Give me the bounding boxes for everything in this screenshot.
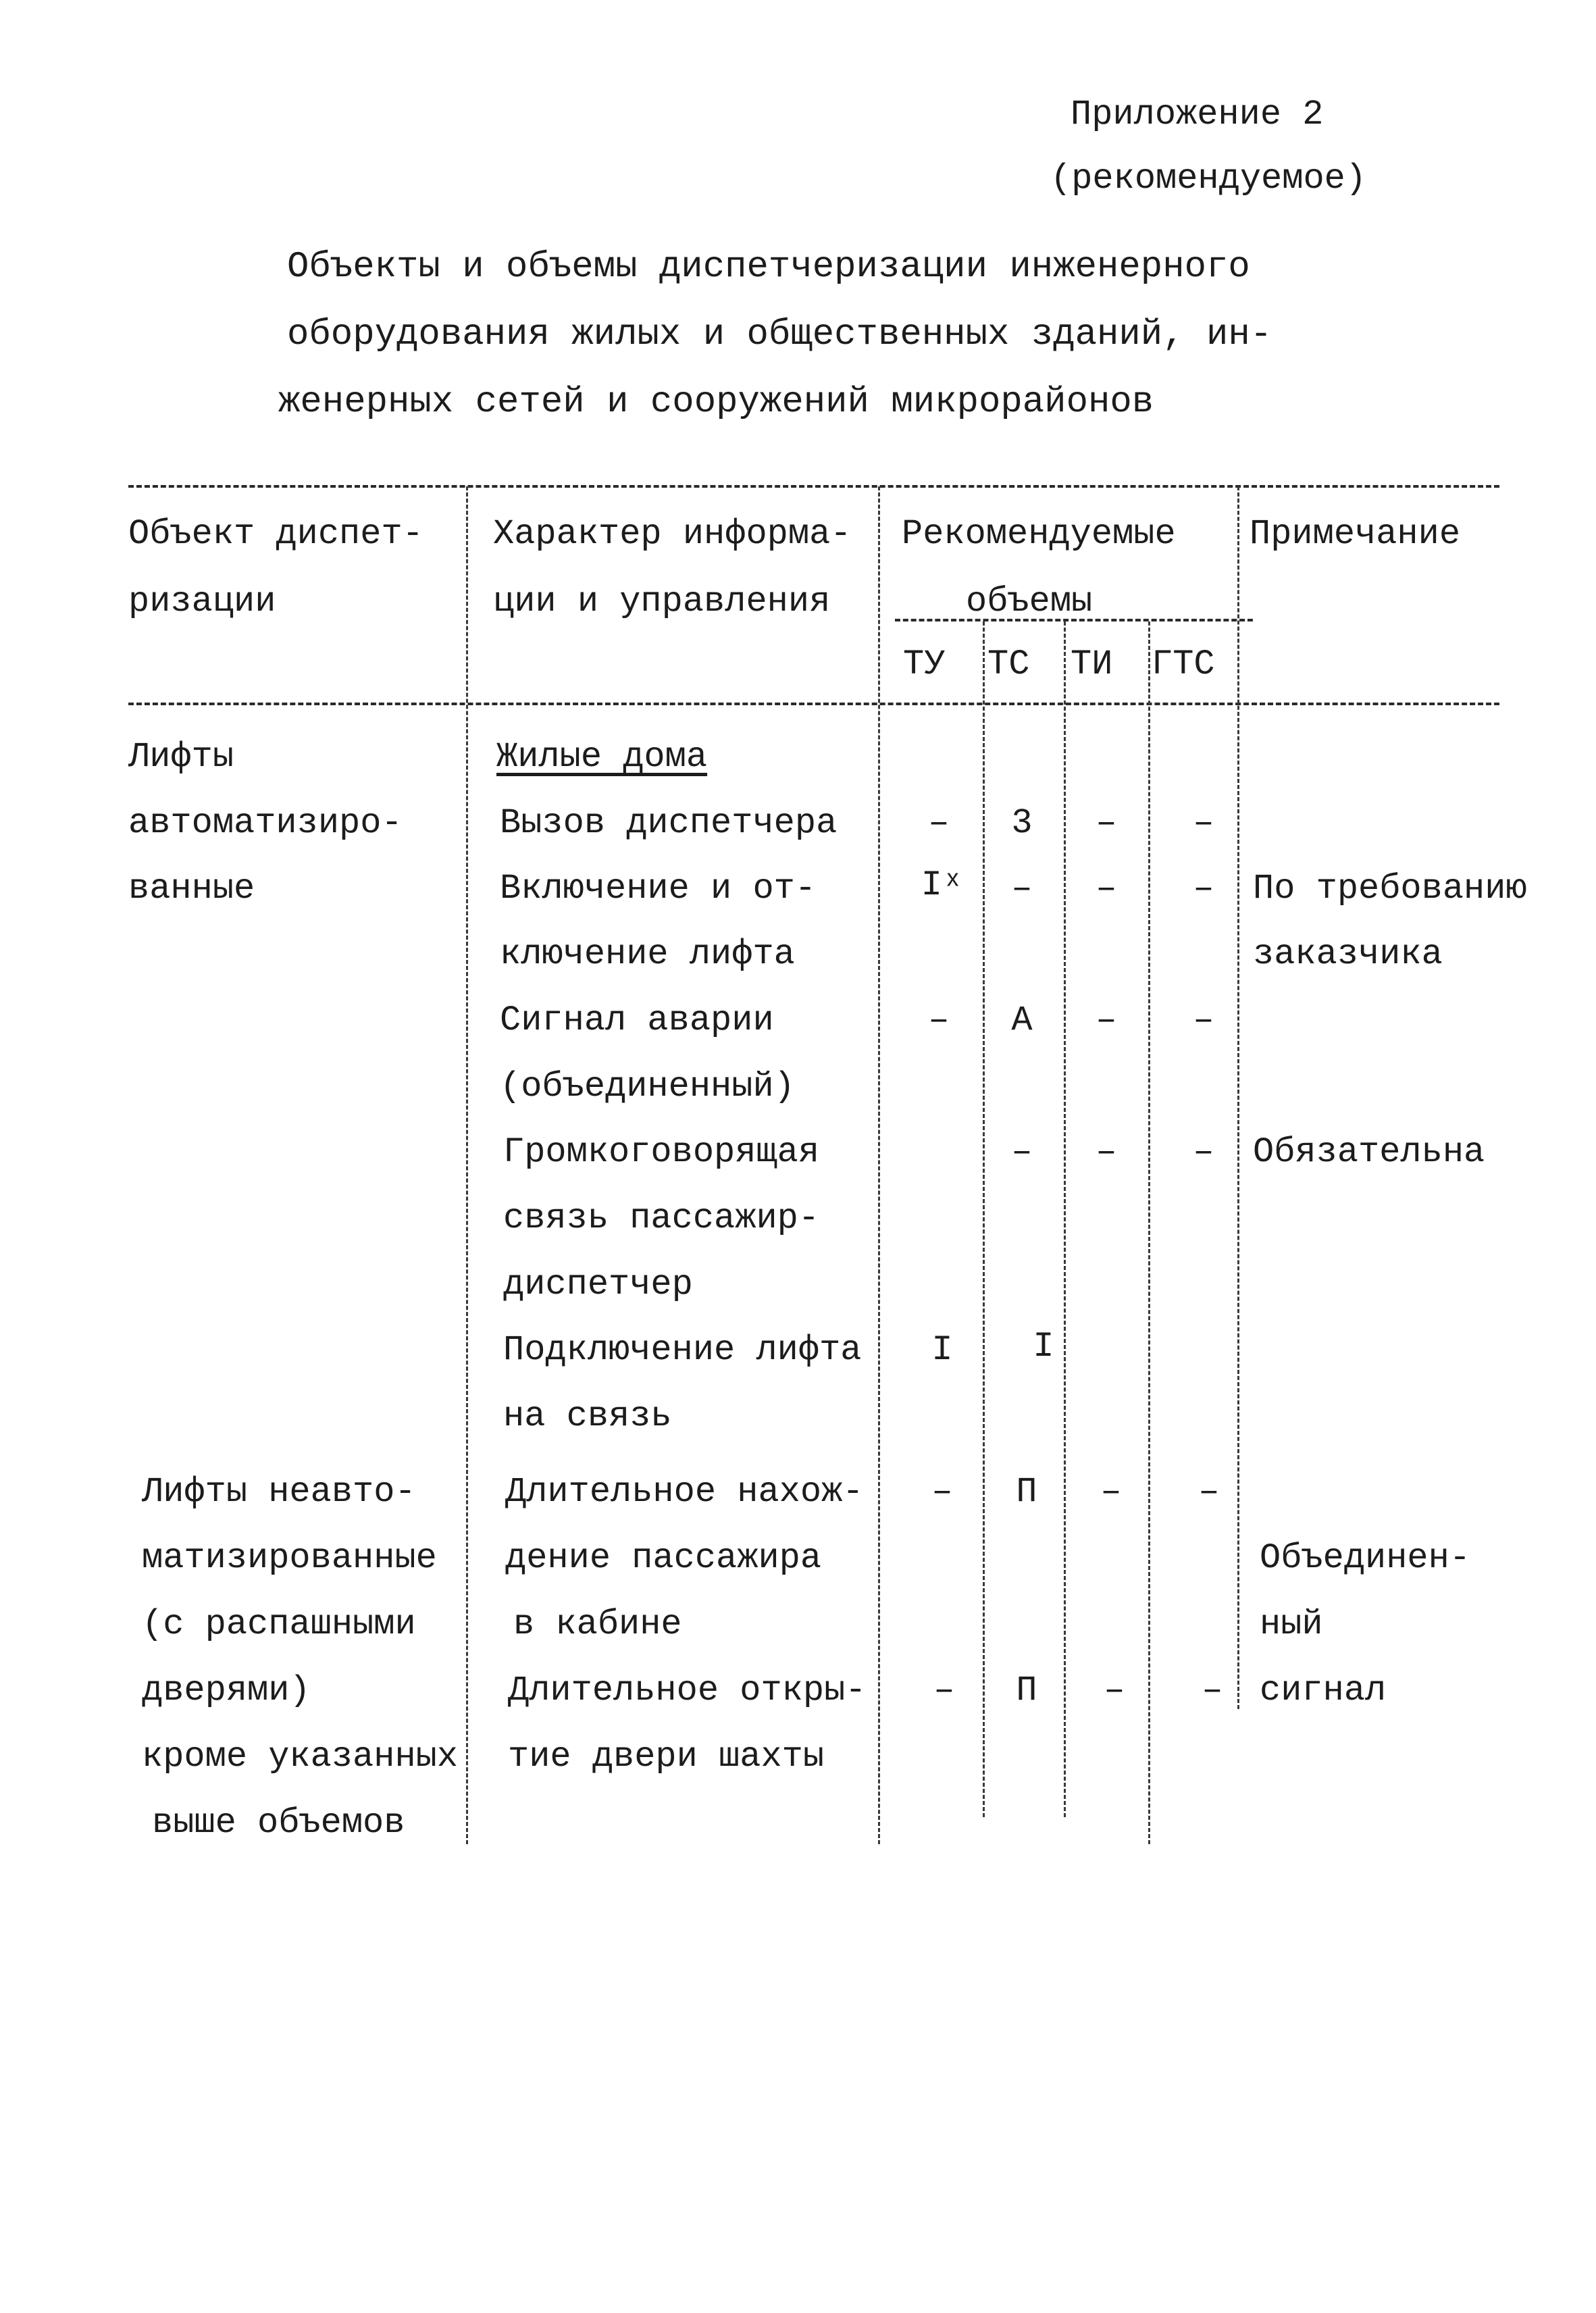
row1-text: Вызов диспетчера <box>500 803 838 843</box>
object-a-line-3: ванные <box>128 869 255 909</box>
title-line-1: Объекты и объемы диспетчеризации инженерного <box>287 247 1250 288</box>
row6-note-line-1: Объединен- <box>1260 1538 1471 1578</box>
row1-ts: 3 <box>1011 803 1033 843</box>
row6-ti: – <box>1100 1472 1122 1512</box>
header-ti: ТИ <box>1071 644 1113 684</box>
row7-ti: – <box>1104 1671 1125 1710</box>
title-line-2: оборудования жилых и общественных зданий, ин- <box>287 314 1272 355</box>
table-top-border <box>128 485 1499 488</box>
column-divider-ti <box>1148 621 1150 1844</box>
row4-text-line-2: связь пассажир- <box>503 1198 820 1238</box>
row3-ti: – <box>1096 1000 1117 1040</box>
row2-note-line-1: По требованию <box>1253 869 1527 909</box>
row4-note: Обязательна <box>1253 1132 1485 1172</box>
header-character-line-2: ции и управления <box>493 582 831 621</box>
header-character-line-1: Характер информа- <box>493 514 852 554</box>
row3-gts: – <box>1193 1000 1214 1040</box>
object-b-line-5: кроме указанных <box>142 1737 459 1777</box>
row2-ts: – <box>1011 869 1033 909</box>
row2-tu: Iˣ <box>921 865 964 905</box>
row6-note-line-2: ный <box>1260 1604 1323 1644</box>
row6-text-line-3: в кабине <box>513 1604 682 1644</box>
row6-tu: – <box>931 1472 953 1512</box>
row3-ts: А <box>1011 1000 1033 1040</box>
row7-ts: П <box>1016 1671 1037 1710</box>
row6-gts: – <box>1198 1472 1220 1512</box>
header-object-line-1: Объект диспет- <box>128 514 423 554</box>
row4-gts: – <box>1193 1132 1214 1172</box>
row6-text-line-1: Длительное нахож- <box>505 1472 864 1512</box>
row4-text-line-1: Громкоговорящая <box>503 1132 820 1172</box>
column-divider-tu <box>983 621 985 1817</box>
row2-gts: – <box>1193 869 1214 909</box>
row2-text-line-2: ключение лифта <box>500 934 795 974</box>
row3-tu: – <box>928 1000 950 1040</box>
object-a-line-2: автоматизиро- <box>128 803 403 843</box>
header-volumes-line-1: Рекомендуемые <box>902 514 1176 554</box>
header-object-line-2: ризации <box>128 582 276 621</box>
row3-text-line-2: (объединенный) <box>500 1067 795 1107</box>
object-b-line-1: Лифты неавто- <box>142 1472 416 1512</box>
row7-text-line-1: Длительное откры- <box>508 1671 867 1710</box>
row4-text-line-3: диспетчер <box>503 1265 693 1304</box>
table-header-bottom-border <box>128 703 1499 705</box>
row4-ts: – <box>1011 1132 1033 1172</box>
column-divider-ts <box>1064 621 1066 1817</box>
row4-ti: – <box>1096 1132 1117 1172</box>
row7-tu: – <box>933 1671 955 1710</box>
row2-text-line-1: Включение и от- <box>500 869 817 909</box>
column-divider-object <box>466 486 468 1844</box>
row1-tu: – <box>928 803 950 843</box>
object-b-line-6: выше объемов <box>152 1803 405 1843</box>
object-a-line-1: Лифты <box>128 737 234 777</box>
row5-tu: I <box>931 1330 953 1370</box>
row5-ts: I <box>1033 1327 1054 1367</box>
row6-ts: П <box>1016 1472 1037 1512</box>
row6-text-line-2: дение пассажира <box>505 1538 822 1578</box>
section-residential: Жилые дома <box>496 737 708 777</box>
header-ts: ТС <box>987 644 1030 684</box>
row7-text-line-2: тие двери шахты <box>508 1737 825 1777</box>
header-volumes-line-2: объемы <box>966 582 1093 621</box>
object-b-line-2: матизированные <box>142 1538 437 1578</box>
appendix-number: Приложение 2 <box>1071 95 1324 134</box>
row7-gts: – <box>1202 1671 1223 1710</box>
row3-text-line-1: Сигнал аварии <box>500 1000 774 1040</box>
row5-text-line-1: Подключение лифта <box>503 1330 862 1370</box>
row5-text-line-2: на связь <box>503 1396 672 1436</box>
appendix-note: (рекомендуемое) <box>1050 159 1367 199</box>
object-b-line-4: дверями) <box>142 1671 311 1710</box>
row1-gts: – <box>1193 803 1214 843</box>
column-divider-gts <box>1237 486 1239 1709</box>
row2-ti: – <box>1096 869 1117 909</box>
row1-ti: – <box>1096 803 1117 843</box>
row6-note-line-3: сигнал <box>1260 1671 1387 1710</box>
title-line-3: женерных сетей и сооружений микрорайонов <box>278 382 1154 423</box>
object-b-line-3: (с распашными <box>142 1604 416 1644</box>
header-tu: ТУ <box>903 644 946 684</box>
column-divider-character <box>878 486 880 1844</box>
row2-note-line-2: заказчика <box>1253 934 1443 974</box>
header-gts: ГТС <box>1152 644 1215 684</box>
header-note: Примечание <box>1250 514 1461 554</box>
